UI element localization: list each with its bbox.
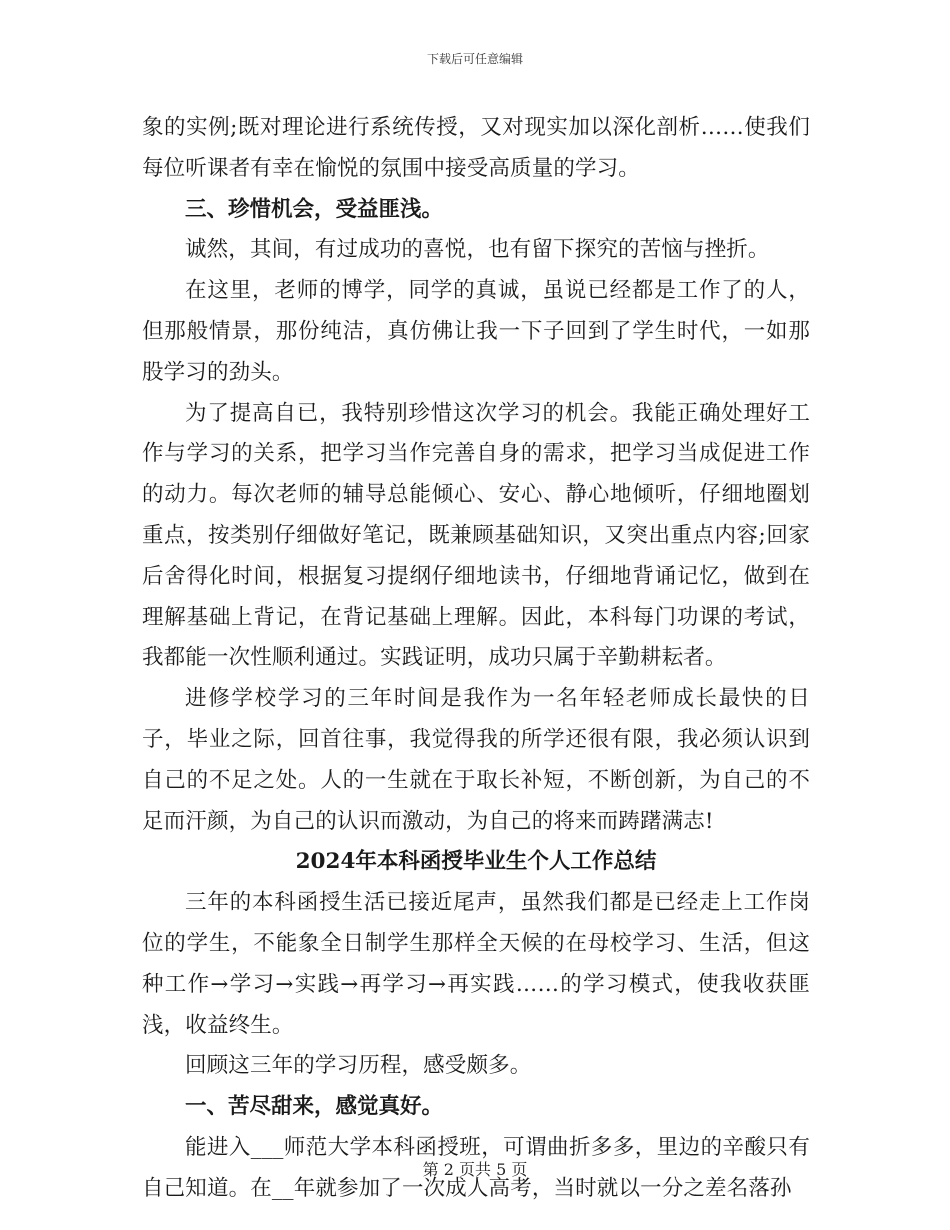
section-heading-three: 三、珍惜机会，受益匪浅。: [185, 196, 444, 222]
document-body: [142, 108, 810, 1210]
paragraph: 回顾这三年的学习历程，感受颇多。: [185, 1053, 532, 1079]
paragraph: 在这里，老师的博学，同学的真诚，虽说已经都是工作了的人，但那般情景，那份纯洁，真仿佛让我一下子回到了学生时代，一如那股学习的劲头。: [142, 278, 810, 385]
paragraph-continued: 象的实例;既对理论进行系统传授，又对现实加以深化剖析……使我们每位听课者有幸在愉悦的氛围中接受高质量的学习。: [142, 115, 810, 181]
paragraph: 进修学校学习的三年时间是我作为一名年轻老师成长最快的日子，毕业之际，回首往事，我觉得我的所学还很有限，我必须认识到自己的不足之处。人的一生就在于取长补短，不断创新，为自己的不足而汗颜，为自己的认识而激动，为自己的将来而踌躇满志!: [142, 686, 810, 834]
paragraph: 为了提高自已，我特别珍惜这次学习的机会。我能正确处理好工作与学习的关系，把学习当作完善自身的需求，把学习当成促进工作的动力。每次老师的辅导总能倾心、安心、静心地倾听，仔细地圈划重点，按类别仔细做好笔记，既兼顾基础知识，又突出重点内容;回家后舍得化时间，根据复习提纲仔细地读书，仔细地背诵记忆，做到在理解基础上背记，在背记基础上理解。因此，本科每门功课的考试，我都能一次性顺利通过。实践证明，成功只属于辛勤耕耘者。: [142, 400, 810, 671]
paragraph: 三年的本科函授生活已接近尾声，虽然我们都是已经走上工作岗位的学生，不能象全日制学生那样全天候的在母校学习、生活，但这种工作→学习→实践→再学习→再实践……的学习模式，使我收获匪浅，收益终生。: [142, 890, 810, 1038]
section-heading-one: 一、苦尽甜来，感觉真好。: [185, 1094, 444, 1120]
paragraph: 诚然，其间，有过成功的喜悦，也有留下探究的苦恼与挫折。: [185, 237, 770, 263]
document-title: 2024年本科函授毕业生个人工作总结: [295, 849, 657, 875]
page-header: 下载后可任意编辑: [426, 52, 523, 66]
page-footer: 第 2 页共 5 页: [422, 1160, 528, 1179]
paragraph: 能进入___师范大学本科函授班，可谓曲折多多，里边的辛酸只有自己知道。在__年就参加了一次成人高考，当时就以一分之差名落孙: [142, 1134, 810, 1201]
